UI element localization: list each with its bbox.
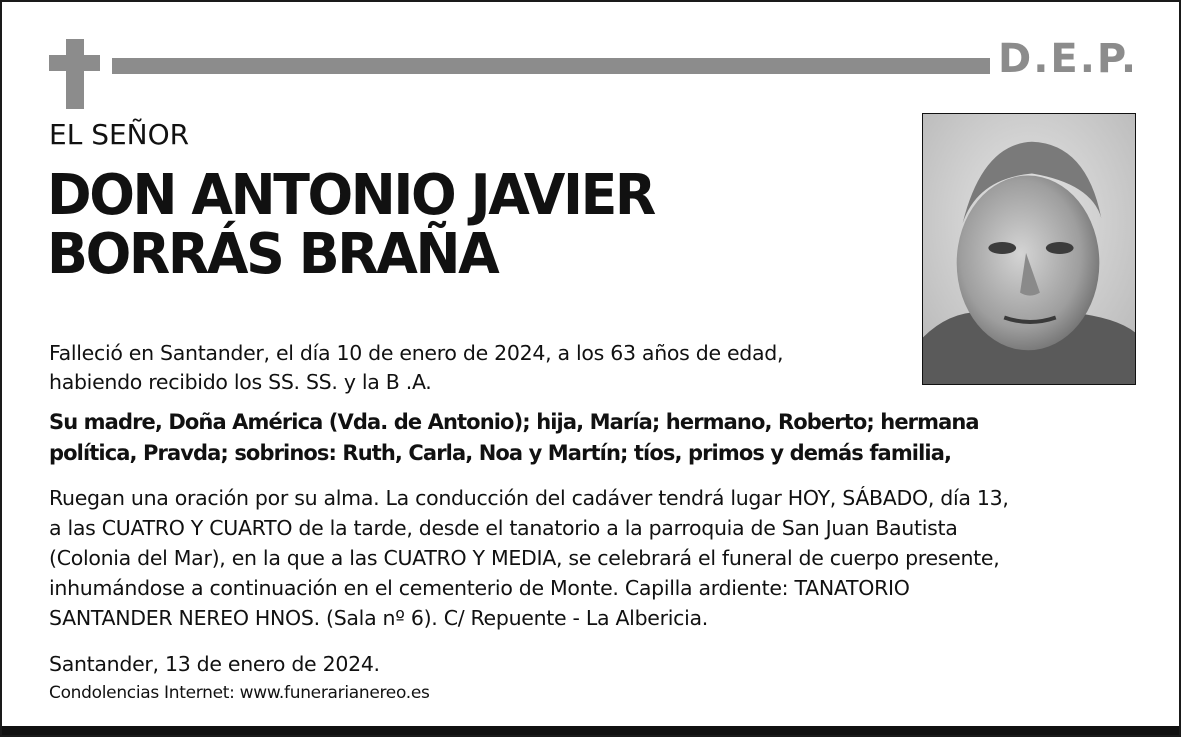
text-line: Su madre, Doña América (Vda. de Antonio); hija, María; hermano, Roberto; hermana bbox=[49, 410, 979, 434]
name-line: BORRÁS BRAÑA bbox=[47, 222, 498, 287]
condolences-link[interactable]: Condolencias Internet: www.funerarianereo.es bbox=[49, 683, 430, 703]
header-rule bbox=[112, 58, 990, 74]
name-line: DON ANTONIO JAVIER bbox=[47, 163, 654, 228]
family-list bbox=[49, 407, 979, 469]
portrait-image bbox=[923, 114, 1135, 384]
death-info bbox=[49, 339, 783, 397]
text-line: SANTANDER NEREO HNOS. (Sala nº 6). C/ Repuente - La Albericia. bbox=[49, 606, 708, 630]
intro-title: EL SEÑOR bbox=[49, 118, 190, 151]
deceased-name bbox=[47, 163, 654, 287]
text-line: a las CUATRO Y CUARTO de la tarde, desde el tanatorio a la parroquia de San Juan Bautista bbox=[49, 516, 958, 540]
text-line: habiendo recibido los SS. SS. y la B .A. bbox=[49, 370, 432, 394]
portrait-photo bbox=[922, 113, 1136, 385]
dep-label: D.E.P. bbox=[998, 36, 1139, 82]
place-date: Santander, 13 de enero de 2024. bbox=[49, 652, 380, 676]
text-line: (Colonia del Mar), en la que a las CUATRO Y MEDIA, se celebrará el funeral de cuerpo presente, bbox=[49, 546, 1000, 570]
text-line: política, Pravda; sobrinos: Ruth, Carla, Noa y Martín; tíos, primos y demás familia, bbox=[49, 441, 952, 465]
text-line: inhumándose a continuación en el cementerio de Monte. Capilla ardiente: TANATORIO bbox=[49, 576, 910, 600]
service-info bbox=[49, 483, 1009, 633]
bottom-rule bbox=[2, 726, 1179, 735]
text-line: Falleció en Santander, el día 10 de enero de 2024, a los 63 años de edad, bbox=[49, 341, 784, 365]
text-line: Ruegan una oración por su alma. La conducción del cadáver tendrá lugar HOY, SÁBADO, día 13, bbox=[49, 486, 1009, 510]
